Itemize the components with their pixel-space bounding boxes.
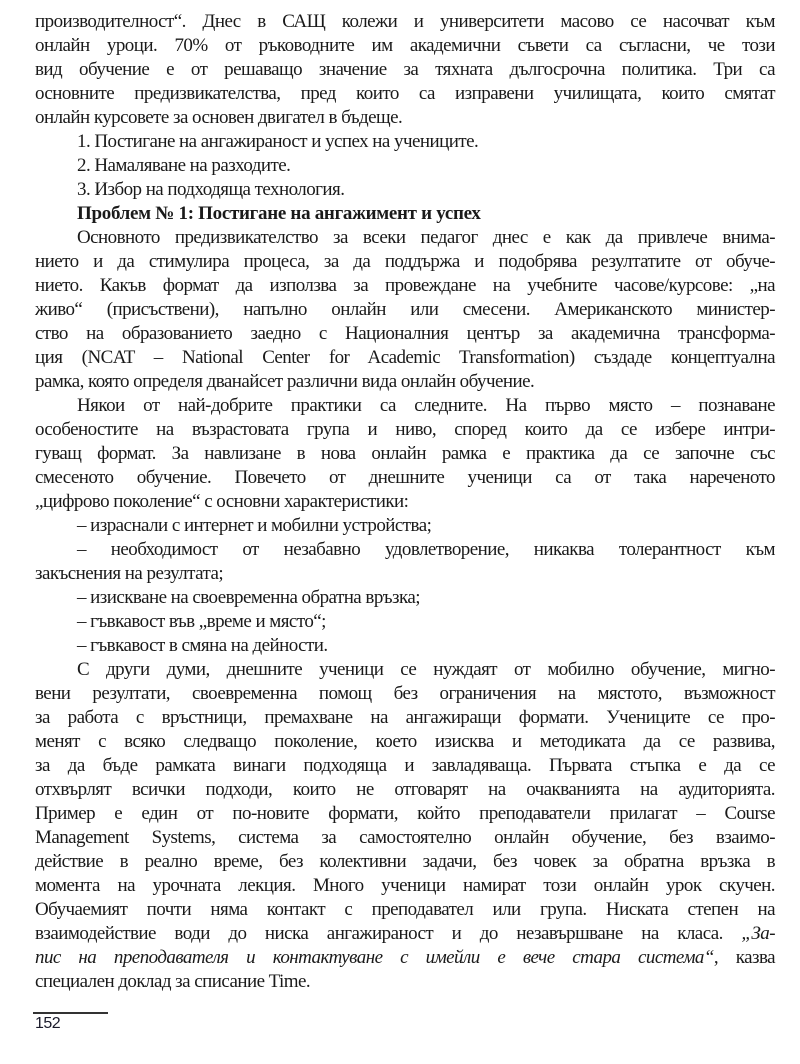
text-line: действие в реално време, без колективни задачи, без човек за обратна връзка в: [35, 851, 775, 872]
text-line: Пример е един от по-новите формати, който преподаватели прилагат – Course: [35, 803, 775, 824]
quote-segment: пис на преподавателя и контактуване с имейли е вече стара система“: [35, 947, 714, 968]
text-line: вид обучение е от решаващо значение за тяхната дългосрочна политика. Три са: [35, 59, 775, 80]
text-segment: , казва: [713, 947, 775, 968]
text-line: нието. Какъв формат да използва за провеждане на учебните часове/курсове: „на: [35, 275, 775, 296]
text-line: за работа с връстници, премахване на ангажиращи формати. Учениците се про-: [35, 707, 775, 728]
text-line: за да бъде рамката винаги подходяща и завладяваща. Първата стъпка е да се: [35, 755, 775, 776]
bullet-item: – израснали с интернет и мобилни устройства;: [77, 515, 432, 536]
text-line: онлайн уроци. 70% от ръководните им академични съвети са съгласни, че този: [35, 35, 775, 56]
text-line: живо“ (присъствени), напълно онлайн или смесени. Американското министер-: [35, 299, 775, 320]
text-line: „цифрово поколение“ с основни характеристики:: [35, 491, 409, 512]
footer-rule: [33, 1012, 108, 1014]
bullet-item: – гъвкавост във „време и място“;: [77, 611, 326, 632]
list-item: 1. Постигане на ангажираност и успех на учениците.: [77, 131, 479, 152]
text-line: нието и да стимулира процеса, за да поддържа и подобрява резултатите от обуче-: [35, 251, 775, 272]
text-line: момента на урочната лекция. Много ученици намират този онлайн урок скучен.: [35, 875, 775, 896]
text-line: менят с всяко следващо поколение, което изисква и методиката да се развива,: [35, 731, 775, 752]
text-line: ция (NCAT – National Center for Academic Transformation) създаде концептуална: [35, 347, 775, 368]
list-item: 2. Намаляване на разходите.: [77, 155, 291, 176]
bullet-item: – изискване на своевременна обратна връзка;: [77, 587, 421, 608]
text-line: ство на образованието заедно с Националния център за академична трансформа-: [35, 323, 775, 344]
page-number: 152: [35, 1015, 61, 1032]
text-line: основните предизвикателства, пред които са изправени училищата, които смятат: [35, 83, 775, 104]
text-line: рамка, която определя дванайсет различни вида онлайн обучение.: [35, 371, 535, 392]
bullet-item-continuation: закъснения на резултата;: [35, 563, 224, 584]
text-line: гуващ формат. За навлизане в нова онлайн рамка е практика да се започне със: [35, 443, 775, 464]
text-line: Основното предизвикателство за всеки педагог днес е как да привлече внима-: [77, 227, 775, 248]
text-line-mixed: [35, 946, 775, 970]
text-line: отхвърлят всички подходи, които не отговарят на очакванията на аудиторията.: [35, 779, 775, 800]
text-line-mixed: [35, 922, 775, 946]
text-line: Обучаемият почти няма контакт с преподавател или група. Ниската степен на: [35, 899, 775, 920]
text-line: Management Systems, система за самостоятелно онлайн обучение, без взаимо-: [35, 827, 775, 848]
text-segment: взаимодействие води до ниска ангажираност и до незавършване на класа.: [35, 923, 742, 944]
text-line: онлайн курсовете за основен двигател в бъдеще.: [35, 107, 403, 128]
text-line: специален доклад за списание Time.: [35, 971, 311, 992]
text-line: Някои от най-добрите практики са следните. На първо място – познаване: [77, 395, 775, 416]
quote-segment: „За-: [741, 923, 775, 944]
document-page: [35, 10, 775, 994]
section-heading: Проблем № 1: Постигане на ангажимент и успех: [77, 203, 481, 224]
text-line: С други думи, днешните ученици се нуждаят от мобилно обучение, мигно-: [77, 659, 775, 680]
text-line: вени резултати, своевременна помощ без ограничения на мястото, възможност: [35, 683, 775, 704]
list-item: 3. Избор на подходяща технология.: [77, 179, 345, 200]
bullet-item: – необходимост от незабавно удовлетворение, никаква толерантност към: [77, 539, 775, 560]
text-line: производителност“. Днес в САЩ колежи и университети масово се насочват към: [35, 11, 775, 32]
bullet-item: – гъвкавост в смяна на дейности.: [77, 635, 328, 656]
text-line: особеностите на възрастовата група и ниво, според които да се избере интри-: [35, 419, 775, 440]
text-line: смесеното обучение. Повечето от днешните ученици са от така нареченото: [35, 467, 775, 488]
